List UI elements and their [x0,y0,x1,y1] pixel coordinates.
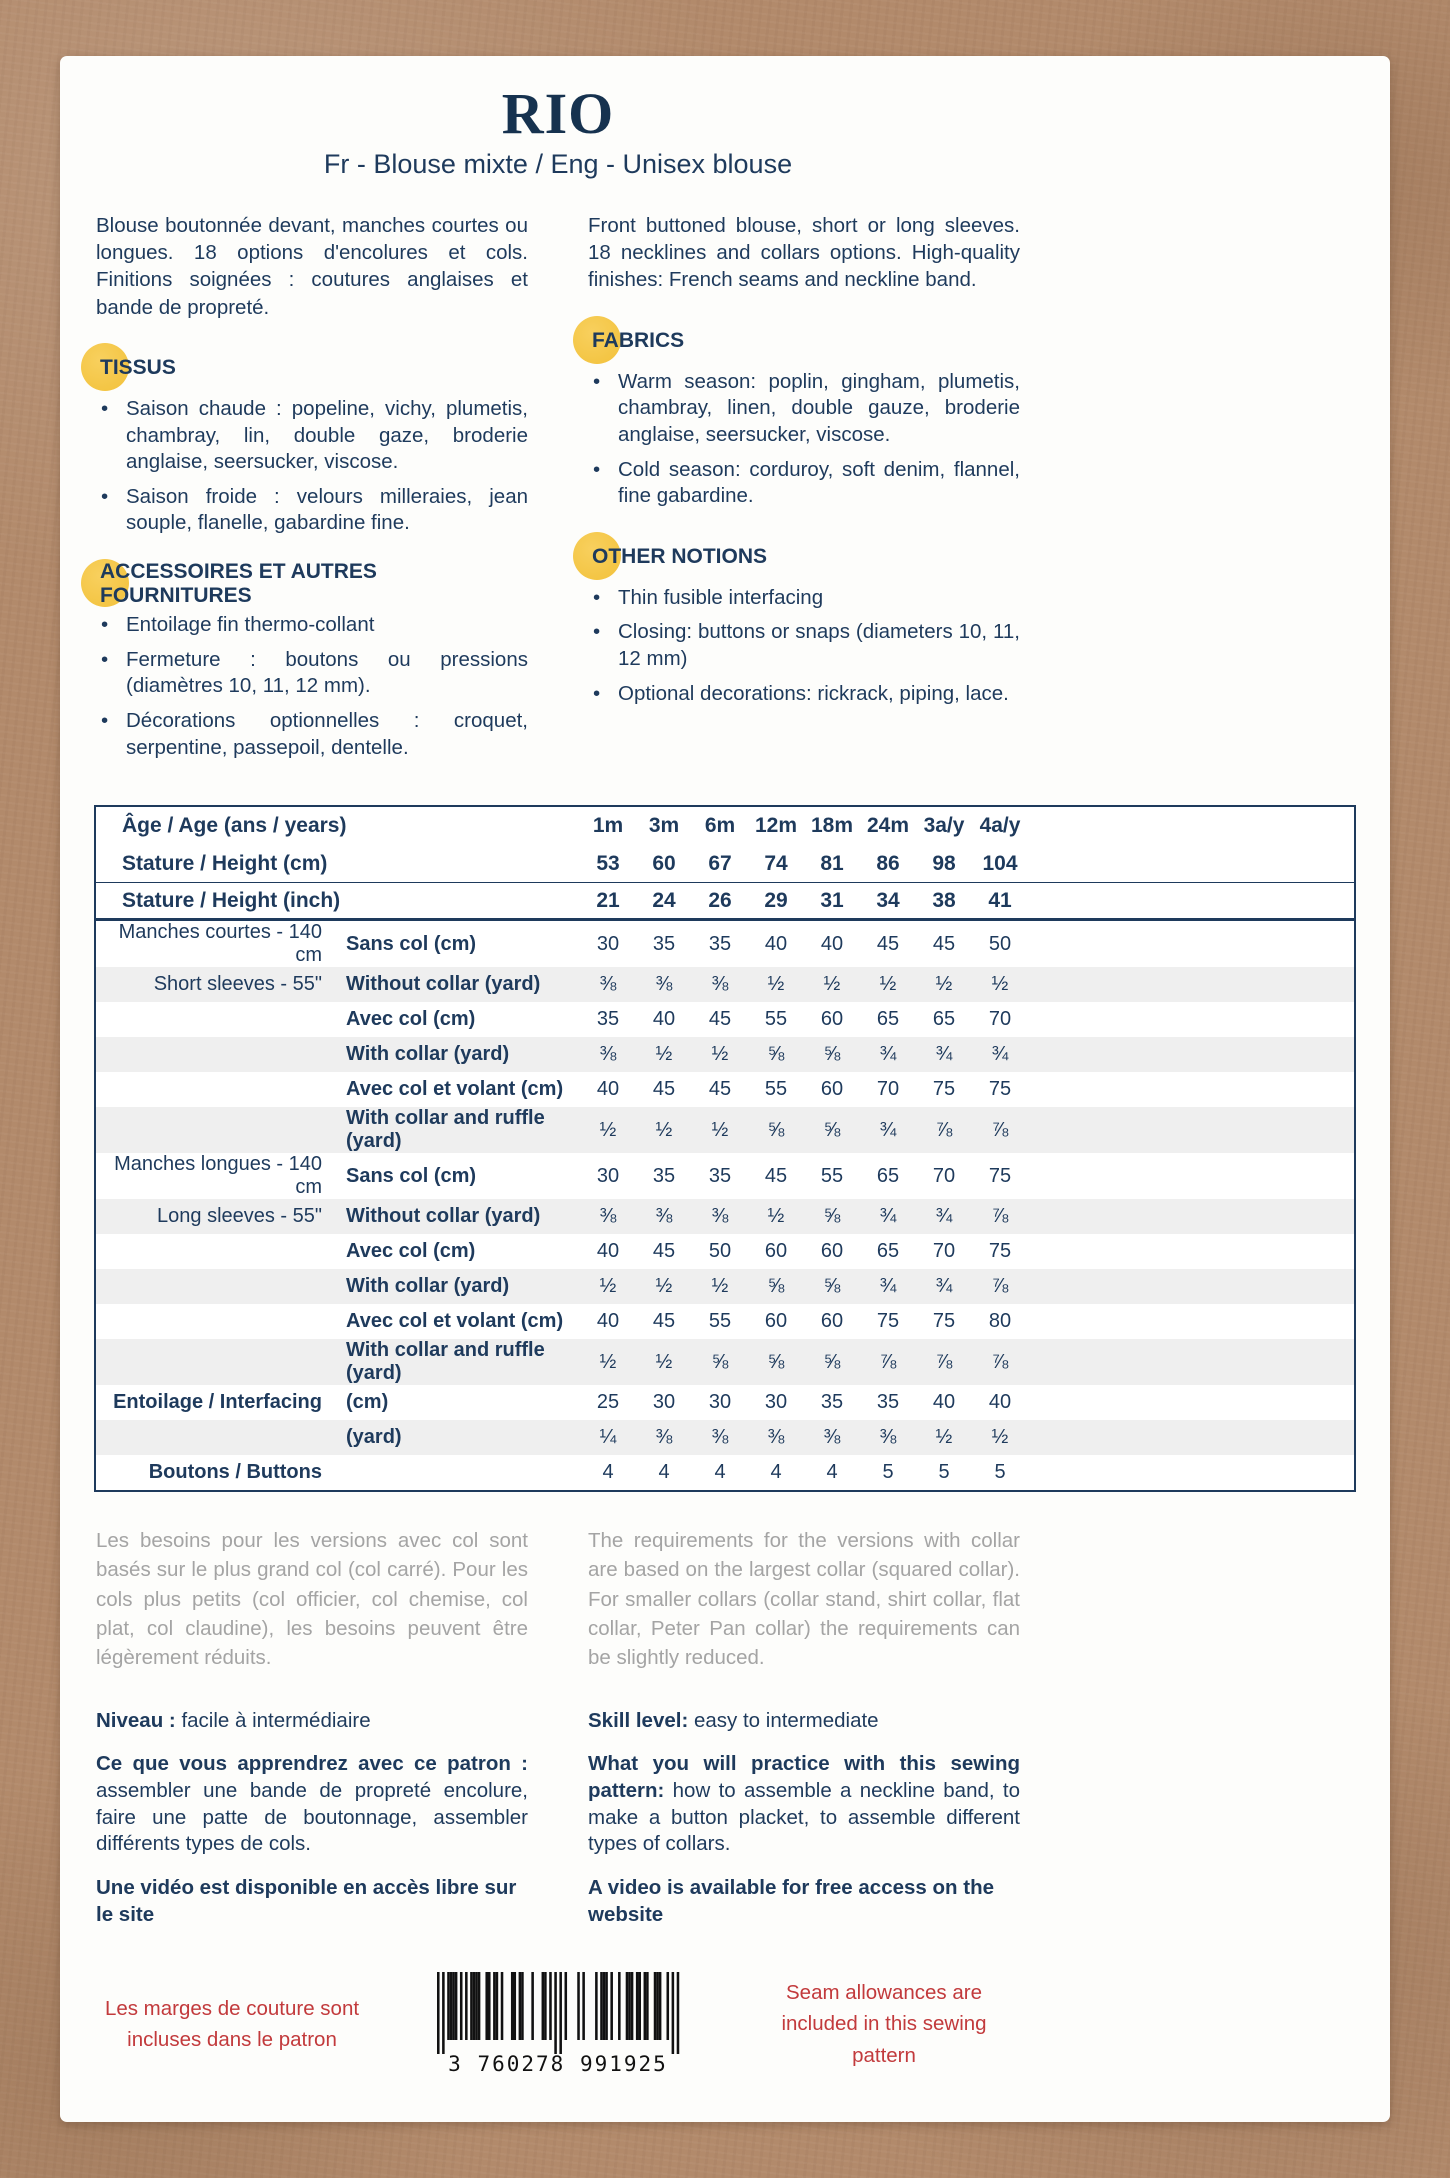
table-header-value: 67 [708,851,732,875]
skill-column-en [588,1708,1020,1928]
table-cell-value: 45 [652,1078,676,1101]
learn-label: Ce que vous apprendrez avec ce patron : [96,1752,528,1776]
table-row [96,1072,1354,1107]
table-cell-value: 65 [932,1008,956,1031]
table-cell-value: ⅜ [655,1426,673,1449]
table-cell-value: ½ [767,1205,785,1228]
table-cell-value: 5 [994,1461,1006,1484]
table-row [96,1199,1354,1234]
table-row-group-label: Manches longues - 140 cm [114,1153,322,1199]
table-header-value: 74 [764,851,788,875]
table-row-label: Avec col et volant (cm) [346,1078,564,1101]
video-en: A video is available for free access on the website [588,1876,994,1926]
table-row-label: Avec col (cm) [346,1008,476,1031]
table-cell-value: 30 [596,932,620,955]
table-cell-value: ½ [991,1426,1009,1449]
table-header-value: 3a/y [923,814,965,838]
kraft-background [0,56,1450,2122]
table-cell-value: ⅝ [767,1043,785,1066]
table-cell-value: 70 [932,1164,956,1187]
table-cell-value: 60 [820,1310,844,1333]
table-cell-value: 40 [764,932,788,955]
table-cell-value: ⅝ [823,1275,841,1298]
table-cell-value: 4 [826,1461,838,1484]
table-cell-value: 30 [652,1391,676,1414]
intro-en: Front buttoned blouse, short or long sleeves. 18 necklines and collars options. High-quality finishes: French seams and neckline band. [588,213,1020,292]
english-column [588,212,1020,769]
table-cell-value: 75 [988,1078,1012,1101]
video-fr: Une vidéo est disponible en accès libre sur le site [96,1876,517,1926]
table-header-value: 26 [708,888,732,912]
table-row [96,1234,1354,1269]
table-cell-value: 70 [988,1008,1012,1031]
table-cell-value: 4 [770,1461,782,1484]
learn-text: how to assemble a neckline band, to make a button placket, to assemble different types of collars. [588,1779,1021,1856]
table-cell-value: 35 [820,1391,844,1414]
table-cell-value: 35 [876,1391,900,1414]
bullet-item: • Closing: buttons or snaps (diameters 10, 11, 12 mm) [588,619,1020,672]
bullet-item: • Saison froide : velours milleraies, jean souple, flanelle, gabardine fine. [96,484,528,537]
table-row-label: (cm) [346,1391,389,1414]
section-notions [588,542,1020,708]
table-cell-value: 30 [764,1391,788,1414]
table-row-group-label: Long sleeves - 55" [157,1205,322,1228]
learn-text: assembler une bande de propreté encolure, faire une patte de boutonnage, assembler différents types de cols. [96,1779,528,1856]
table-header-value: 21 [596,888,620,912]
table-cell-value: ⅜ [767,1426,785,1449]
table-row-group-label: Manches courtes - 140 cm [118,921,322,967]
table-header-label: Stature / Height (cm) [122,851,328,875]
table-header-value: 12m [754,814,798,838]
table-row-label: Avec col et volant (cm) [346,1310,564,1333]
table-cell-value: ⅜ [711,973,729,996]
table-row [96,1304,1354,1339]
bullet-list-accessoires [96,612,528,761]
table-cell-value: 55 [764,1078,788,1101]
bullet-item: • Décorations optionnelles : croquet, serpentine, passepoil, dentelle. [96,708,528,761]
table-cell-value: ⅝ [823,1350,841,1373]
table-row [96,1385,1354,1420]
table-row-group-label: Boutons / Buttons [148,1461,322,1484]
table-cell-value: 70 [932,1240,956,1263]
table-row-label: With collar (yard) [346,1275,510,1298]
table-cell-value: 65 [876,1008,900,1031]
section-heading-notions [588,542,1020,572]
skill-level-en [588,1708,1020,1735]
table-cell-value: 40 [652,1008,676,1031]
table-row-label: Without collar (yard) [346,973,541,996]
table-header-value: 18m [810,814,854,838]
table-header-value: 1m [592,814,624,838]
table-cell-value: ⅜ [599,1205,617,1228]
table-cell-value: 40 [596,1240,620,1263]
table-cell-value: 75 [988,1164,1012,1187]
size-table [94,805,1356,1492]
table-cell-value: 70 [876,1078,900,1101]
table-cell-value: ⅞ [879,1350,897,1373]
learn-label: What you will practice with this sewing pattern: [588,1752,1020,1803]
skill-level-text: facile à intermédiaire [181,1708,371,1732]
table-header-value: 53 [596,851,620,875]
table-cell-value: 5 [938,1461,950,1484]
note-fr: Les besoins pour les versions avec col sont basés sur le plus grand col (col carré). Pour les cols plus petits (col officier, col chemise, col plat, col claudine), les besoins peuvent être légèrement réduits. [96,1529,528,1669]
section-heading-accessoires [96,560,528,608]
table-cell-value: ½ [599,1350,617,1373]
table-cell-value: 75 [932,1078,956,1101]
table-cell-value: ⅝ [823,1205,841,1228]
table-row [96,1420,1354,1455]
table-cell-value: 45 [708,1078,732,1101]
table-header-value: 29 [764,888,788,912]
table-header-value: 24m [866,814,910,838]
table-cell-value: 40 [988,1391,1012,1414]
barcode [426,1972,690,2076]
learn-fr [96,1751,528,1858]
intro-sections [96,212,1020,769]
table-cell-value: 60 [820,1008,844,1031]
page-title: RIO [501,81,615,146]
bullet-item: • Thin fusible interfacing [588,585,1020,612]
table-row [96,1037,1354,1072]
table-cell-value: 30 [708,1391,732,1414]
table-cell-value: 35 [652,932,676,955]
table-cell-value: ½ [711,1043,729,1066]
section-heading-label: FABRICS [592,328,685,352]
bullet-item: • Cold season: corduroy, soft denim, flannel, fine gabardine. [588,457,1020,510]
skill-column-fr [96,1708,528,1928]
section-heading-label: OTHER NOTIONS [592,544,768,568]
table-row-label: With collar and ruffle (yard) [346,1339,545,1385]
table-cell-value: 45 [876,932,900,955]
table-row [96,921,1354,967]
table-cell-value: 30 [596,1164,620,1187]
table-cell-value: 60 [820,1078,844,1101]
table-row-label: Avec col (cm) [346,1240,476,1263]
bullet-item: • Entoilage fin thermo-collant [96,612,528,639]
table-cell-value: ⅞ [935,1118,953,1141]
table-cell-value: ¾ [935,1043,953,1066]
table-row [96,1002,1354,1037]
table-header-row [96,845,1354,883]
seam-note-fr: Les marges de couture sont incluses dans le patron [104,1996,360,2052]
table-cell-value: ⅞ [991,1205,1009,1228]
table-cell-value: ⅝ [823,1043,841,1066]
skill-level-label: Skill level: [588,1708,689,1732]
table-cell-value: 40 [596,1310,620,1333]
table-cell-value: 45 [652,1240,676,1263]
table-cell-value: 4 [658,1461,670,1484]
table-cell-value: 35 [708,1164,732,1187]
table-cell-value: ½ [599,1118,617,1141]
table-row [96,1107,1354,1153]
table-cell-value: ⅜ [879,1426,897,1449]
table-row-group-label: Entoilage / Interfacing [113,1391,322,1414]
bullet-item: • Saison chaude : popeline, vichy, plumetis, chambray, lin, double gaze, broderie anglaise, seersucker, viscose. [96,396,528,476]
table-cell-value: ⅜ [655,1205,673,1228]
table-cell-value: 60 [764,1240,788,1263]
table-cell-value: ½ [655,1275,673,1298]
table-cell-value: ½ [655,1118,673,1141]
skill-level-label: Niveau : [96,1708,176,1732]
table-row-label: Without collar (yard) [346,1205,541,1228]
table-cell-value: 25 [596,1391,620,1414]
table-header-value: 4a/y [979,814,1021,838]
table-cell-value: 55 [764,1008,788,1031]
table-row-group-label: Short sleeves - 55" [153,973,322,996]
table-cell-value: 5 [882,1461,894,1484]
table-cell-value: ⅜ [655,973,673,996]
table-cell-value: 50 [708,1240,732,1263]
table-cell-value: ⅝ [711,1350,729,1373]
table-cell-value: 40 [596,1078,620,1101]
table-cell-value: ⅝ [767,1350,785,1373]
table-cell-value: ⅞ [991,1118,1009,1141]
table-cell-value: ¾ [879,1043,897,1066]
section-heading-fabrics [588,326,1020,356]
table-cell-value: 35 [708,932,732,955]
table-cell-value: ⅝ [823,1118,841,1141]
table-header-value: 31 [820,888,844,912]
table-row [96,1153,1354,1199]
table-header-label: Âge / Age (ans / years) [122,814,347,838]
table-cell-value: 40 [932,1391,956,1414]
table-cell-value: ⅜ [599,1043,617,1066]
table-row [96,967,1354,1002]
table-cell-value: ½ [991,973,1009,996]
bullet-item: • Warm season: poplin, gingham, plumetis, chambray, linen, double gauze, broderie anglaise, seersucker, viscose. [588,369,1020,449]
table-cell-value: 60 [764,1310,788,1333]
page-subtitle: Fr - Blouse mixte / Eng - Unisex blouse [323,148,793,179]
table-cell-value: ⅜ [711,1205,729,1228]
table-header-value: 41 [988,888,1012,912]
table-header-value: 98 [932,851,956,875]
collar-notes [96,1526,1020,1672]
table-cell-value: 60 [820,1240,844,1263]
table-cell-value: ¾ [935,1275,953,1298]
table-cell-value: ½ [711,1118,729,1141]
pattern-card [60,56,1390,2122]
bullet-item: • Fermeture : boutons ou pressions (diamètres 10, 11, 12 mm). [96,647,528,700]
table-cell-value: ½ [711,1275,729,1298]
table-cell-value: 45 [652,1310,676,1333]
barcode-bars [426,1972,690,2076]
table-cell-value: ¾ [879,1118,897,1141]
table-header-value: 104 [982,851,1018,875]
table-header-value: 86 [876,851,900,875]
table-header-value: 34 [876,888,900,912]
table-cell-value: ⅜ [599,973,617,996]
table-cell-value: ½ [599,1275,617,1298]
table-cell-value: ½ [823,973,841,996]
table-row-label: Sans col (cm) [346,932,477,955]
table-header-value: 24 [652,888,676,912]
table-cell-value: 35 [596,1008,620,1031]
bullet-list-fabrics [588,369,1020,510]
french-column [96,212,528,769]
intro-fr: Blouse boutonnée devant, manches courtes ou longues. 18 options d'encolures et cols. Finitions soignées : coutures anglaises et bande de propreté. [96,213,528,319]
table-header-value: 6m [704,814,736,838]
table-cell-value: 55 [820,1164,844,1187]
section-fabrics [588,326,1020,510]
table-row [96,1339,1354,1385]
table-cell-value: ⅞ [935,1350,953,1373]
table-row [96,1455,1354,1490]
table-cell-value: 50 [988,932,1012,955]
table-cell-value: ⅝ [767,1118,785,1141]
seam-note-en: Seam allowances are included in this sewing pattern [781,1980,987,2068]
table-header-value: 81 [820,851,844,875]
table-header-row [96,807,1354,845]
table-cell-value: ½ [767,973,785,996]
table-cell-value: ⅞ [991,1275,1009,1298]
table-cell-value: ½ [879,973,897,996]
footer [96,1928,1020,2076]
table-header-row [96,883,1354,921]
table-row-label: Sans col (cm) [346,1164,477,1187]
learn-en [588,1751,1020,1858]
table-header-value: 3m [648,814,680,838]
table-header-value: 38 [932,888,956,912]
table-cell-value: 45 [764,1164,788,1187]
table-cell-value: 40 [820,932,844,955]
bullet-list-tissus [96,396,528,537]
table-cell-value: 75 [932,1310,956,1333]
table-cell-value: ¼ [599,1426,617,1449]
section-tissus [96,353,528,537]
table-cell-value: 65 [876,1164,900,1187]
table-cell-value: 35 [652,1164,676,1187]
table-cell-value: 4 [714,1461,726,1484]
bullet-list-notions [588,585,1020,708]
table-row-label: (yard) [346,1426,402,1449]
section-heading-label: ACCESSOIRES ET AUTRES FOURNITURES [100,560,377,608]
section-heading-tissus [96,353,528,383]
table-cell-value: ⅜ [823,1426,841,1449]
section-accessoires [96,560,528,761]
table-cell-value: ½ [655,1043,673,1066]
table-row-label: With collar (yard) [346,1043,510,1066]
table-cell-value: ¾ [879,1275,897,1298]
table-cell-value: 4 [602,1461,614,1484]
table-row-label: With collar and ruffle (yard) [346,1107,545,1153]
table-cell-value: 75 [876,1310,900,1333]
table-cell-value: 45 [932,932,956,955]
skill-section [96,1708,1020,1928]
table-cell-value: ½ [655,1350,673,1373]
table-cell-value: ⅜ [711,1426,729,1449]
table-cell-value: ¾ [879,1205,897,1228]
table-cell-value: ¾ [935,1205,953,1228]
table-cell-value: ⅞ [991,1350,1009,1373]
barcode-number: 3 760278 991925 [448,2052,668,2077]
table-cell-value: 65 [876,1240,900,1263]
section-heading-label: TISSUS [100,355,176,379]
skill-level-text: easy to intermediate [693,1708,879,1732]
table-header-value: 60 [652,851,676,875]
note-en: The requirements for the versions with collar are based on the largest collar (squared collar). For smaller collars (collar stand, shirt collar, flat collar, Peter Pan collar) the requirements can be slightly reduced. [588,1529,1020,1669]
table-row [96,1269,1354,1304]
bullet-item: • Optional decorations: rickrack, piping, lace. [588,681,1020,708]
table-cell-value: 75 [988,1240,1012,1263]
table-cell-value: 80 [988,1310,1012,1333]
table-cell-value: 45 [708,1008,732,1031]
table-cell-value: ¾ [991,1043,1009,1066]
skill-level-fr [96,1708,528,1735]
table-cell-value: ½ [935,1426,953,1449]
table-cell-value: ⅝ [767,1275,785,1298]
table-header-label: Stature / Height (inch) [122,888,341,912]
table-cell-value: 55 [708,1310,732,1333]
table-cell-value: ½ [935,973,953,996]
